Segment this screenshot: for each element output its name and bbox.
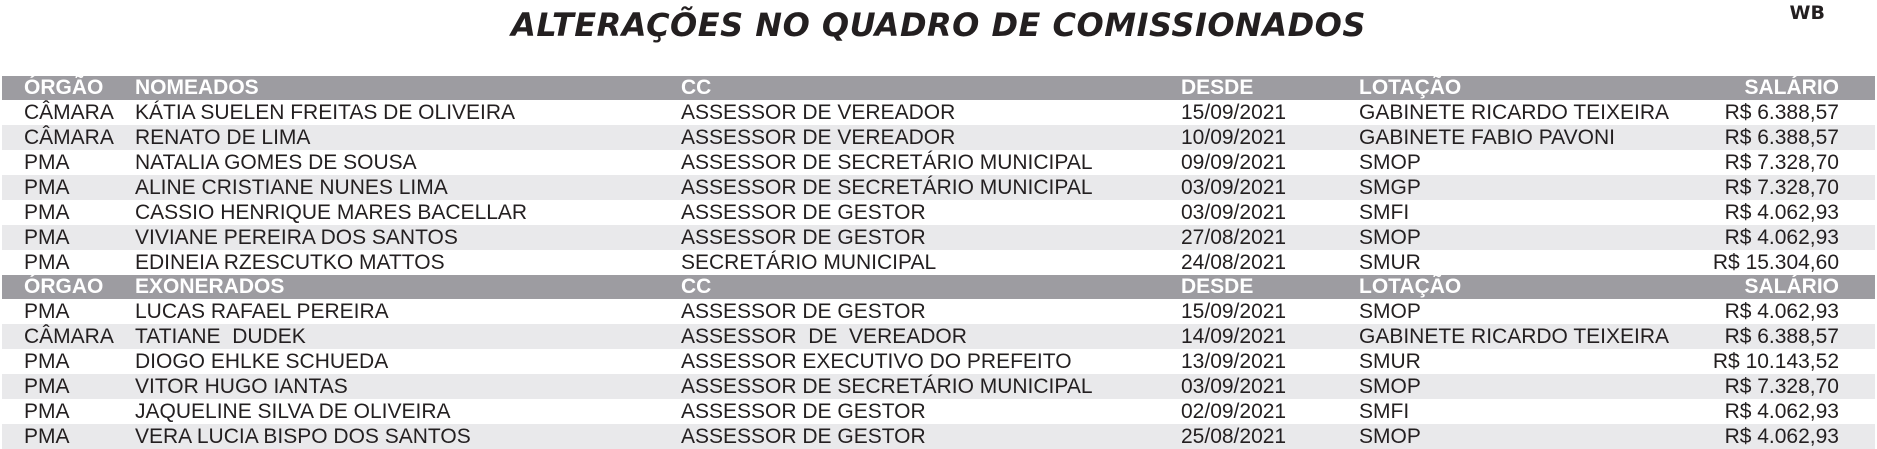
cell-orgao: CÂMARA (24, 325, 114, 348)
cell-salario: R$ 7.328,70 (1724, 176, 1839, 199)
cell-cc: ASSESSOR DE VEREADOR (681, 126, 956, 149)
cell-salario: R$ 4.062,93 (1724, 226, 1839, 249)
cell-lotacao: SMOP (1359, 375, 1421, 398)
cell-cc: ASSESSOR DE SECRETÁRIO MUNICIPAL (681, 151, 1093, 174)
cell-salario: R$ 7.328,70 (1724, 375, 1839, 398)
header-cc: CC (681, 275, 712, 298)
cell-name: DIOGO EHLKE SCHUEDA (135, 350, 389, 373)
cell-name: EDINEIA RZESCUTKO MATTOS (135, 251, 445, 274)
table-row (2, 349, 1875, 374)
cell-desde: 27/08/2021 (1181, 226, 1287, 249)
cell-orgao: CÂMARA (24, 101, 114, 124)
table-row (2, 374, 1875, 399)
header-lotacao: LOTAÇÃO (1359, 275, 1462, 298)
header-orgao: ÓRGAO (24, 275, 104, 298)
cell-cc: ASSESSOR EXECUTIVO DO PREFEITO (681, 350, 1072, 373)
page-title: ALTERAÇÕES NO QUADRO DE COMISSIONADOS (511, 6, 1366, 44)
cell-orgao: PMA (24, 226, 70, 249)
cell-lotacao: SMFI (1359, 201, 1410, 224)
cell-lotacao: SMOP (1359, 151, 1421, 174)
author-tag: WB (1789, 2, 1825, 24)
cell-desde: 02/09/2021 (1181, 400, 1287, 423)
cell-orgao: PMA (24, 425, 70, 448)
cell-cc: ASSESSOR DE GESTOR (681, 226, 926, 249)
cell-name: TATIANE DUDEK (135, 325, 306, 348)
cell-orgao: PMA (24, 176, 70, 199)
table-row (2, 125, 1875, 150)
cell-cc: ASSESSOR DE SECRETÁRIO MUNICIPAL (681, 176, 1093, 199)
cell-name: NATALIA GOMES DE SOUSA (135, 151, 417, 174)
header-desde: DESDE (1181, 275, 1254, 298)
table-row (2, 175, 1875, 200)
cell-desde: 13/09/2021 (1181, 350, 1287, 373)
cell-lotacao: SMGP (1359, 176, 1421, 199)
cell-name: VIVIANE PEREIRA DOS SANTOS (135, 226, 458, 249)
cell-orgao: PMA (24, 350, 70, 373)
table-header-exonerados (2, 275, 1875, 299)
cell-cc: ASSESSOR DE SECRETÁRIO MUNICIPAL (681, 375, 1093, 398)
cell-cc: SECRETÁRIO MUNICIPAL (681, 251, 937, 274)
cell-salario: R$ 4.062,93 (1724, 300, 1839, 323)
cell-name: ALINE CRISTIANE NUNES LIMA (135, 176, 448, 199)
cell-name: VERA LUCIA BISPO DOS SANTOS (135, 425, 471, 448)
cell-orgao: CÂMARA (24, 126, 114, 149)
cell-desde: 25/08/2021 (1181, 425, 1287, 448)
table-row (2, 324, 1875, 349)
cell-salario: R$ 15.304,60 (1712, 251, 1839, 274)
table-header-nomeados (2, 76, 1875, 100)
cell-desde: 10/09/2021 (1181, 126, 1287, 149)
table-row (2, 100, 1875, 125)
cell-desde: 03/09/2021 (1181, 375, 1287, 398)
cell-orgao: PMA (24, 251, 70, 274)
cell-desde: 03/09/2021 (1181, 176, 1287, 199)
cell-desde: 24/08/2021 (1181, 251, 1287, 274)
cell-name: KÁTIA SUELEN FREITAS DE OLIVEIRA (135, 101, 516, 124)
cell-desde: 15/09/2021 (1181, 101, 1287, 124)
cell-lotacao: GABINETE FABIO PAVONI (1359, 126, 1615, 149)
cell-cc: ASSESSOR DE VEREADOR (681, 325, 967, 348)
cell-lotacao: SMOP (1359, 425, 1421, 448)
table-row (2, 225, 1875, 250)
cell-salario: R$ 4.062,93 (1724, 201, 1839, 224)
header-exonerados: EXONERADOS (135, 275, 285, 298)
header-salario: SALÁRIO (1744, 76, 1839, 99)
header-cc: CC (681, 76, 712, 99)
cell-name: LUCAS RAFAEL PEREIRA (135, 300, 389, 323)
cell-name: CASSIO HENRIQUE MARES BACELLAR (135, 201, 528, 224)
cell-cc: ASSESSOR DE GESTOR (681, 300, 926, 323)
table-row (2, 299, 1875, 324)
table-row (2, 200, 1875, 225)
table-row (2, 150, 1875, 175)
cell-desde: 15/09/2021 (1181, 300, 1287, 323)
cell-cc: ASSESSOR DE GESTOR (681, 400, 926, 423)
cell-name: JAQUELINE SILVA DE OLIVEIRA (135, 400, 451, 423)
cell-lotacao: SMOP (1359, 300, 1421, 323)
cell-salario: R$ 6.388,57 (1724, 101, 1839, 124)
cell-cc: ASSESSOR DE VEREADOR (681, 101, 956, 124)
commissioned-staff-table (2, 76, 1875, 449)
cell-cc: ASSESSOR DE GESTOR (681, 425, 926, 448)
cell-lotacao: SMUR (1359, 251, 1421, 274)
header-nomeados: NOMEADOS (135, 76, 259, 99)
table-row (2, 399, 1875, 424)
cell-lotacao: SMUR (1359, 350, 1421, 373)
cell-lotacao: SMFI (1359, 400, 1410, 423)
cell-orgao: PMA (24, 151, 70, 174)
cell-orgao: PMA (24, 201, 70, 224)
cell-lotacao: SMOP (1359, 226, 1421, 249)
cell-lotacao: GABINETE RICARDO TEIXEIRA (1359, 101, 1670, 124)
cell-salario: R$ 7.328,70 (1724, 151, 1839, 174)
cell-salario: R$ 6.388,57 (1724, 325, 1839, 348)
header-desde: DESDE (1181, 76, 1254, 99)
cell-name: RENATO DE LIMA (135, 126, 311, 149)
cell-salario: R$ 4.062,93 (1724, 425, 1839, 448)
table-row (2, 424, 1875, 449)
cell-salario: R$ 10.143,52 (1712, 350, 1839, 373)
cell-desde: 09/09/2021 (1181, 151, 1287, 174)
header-salario: SALÁRIO (1744, 275, 1839, 298)
table-row (2, 250, 1875, 275)
cell-name: VITOR HUGO IANTAS (135, 375, 348, 398)
header-lotacao: LOTAÇÃO (1359, 76, 1462, 99)
cell-orgao: PMA (24, 300, 70, 323)
cell-desde: 03/09/2021 (1181, 201, 1287, 224)
cell-orgao: PMA (24, 375, 70, 398)
cell-salario: R$ 6.388,57 (1724, 126, 1839, 149)
cell-salario: R$ 4.062,93 (1724, 400, 1839, 423)
cell-desde: 14/09/2021 (1181, 325, 1287, 348)
cell-orgao: PMA (24, 400, 70, 423)
cell-cc: ASSESSOR DE GESTOR (681, 201, 926, 224)
cell-lotacao: GABINETE RICARDO TEIXEIRA (1359, 325, 1670, 348)
header-orgao: ÓRGÃO (24, 76, 104, 99)
